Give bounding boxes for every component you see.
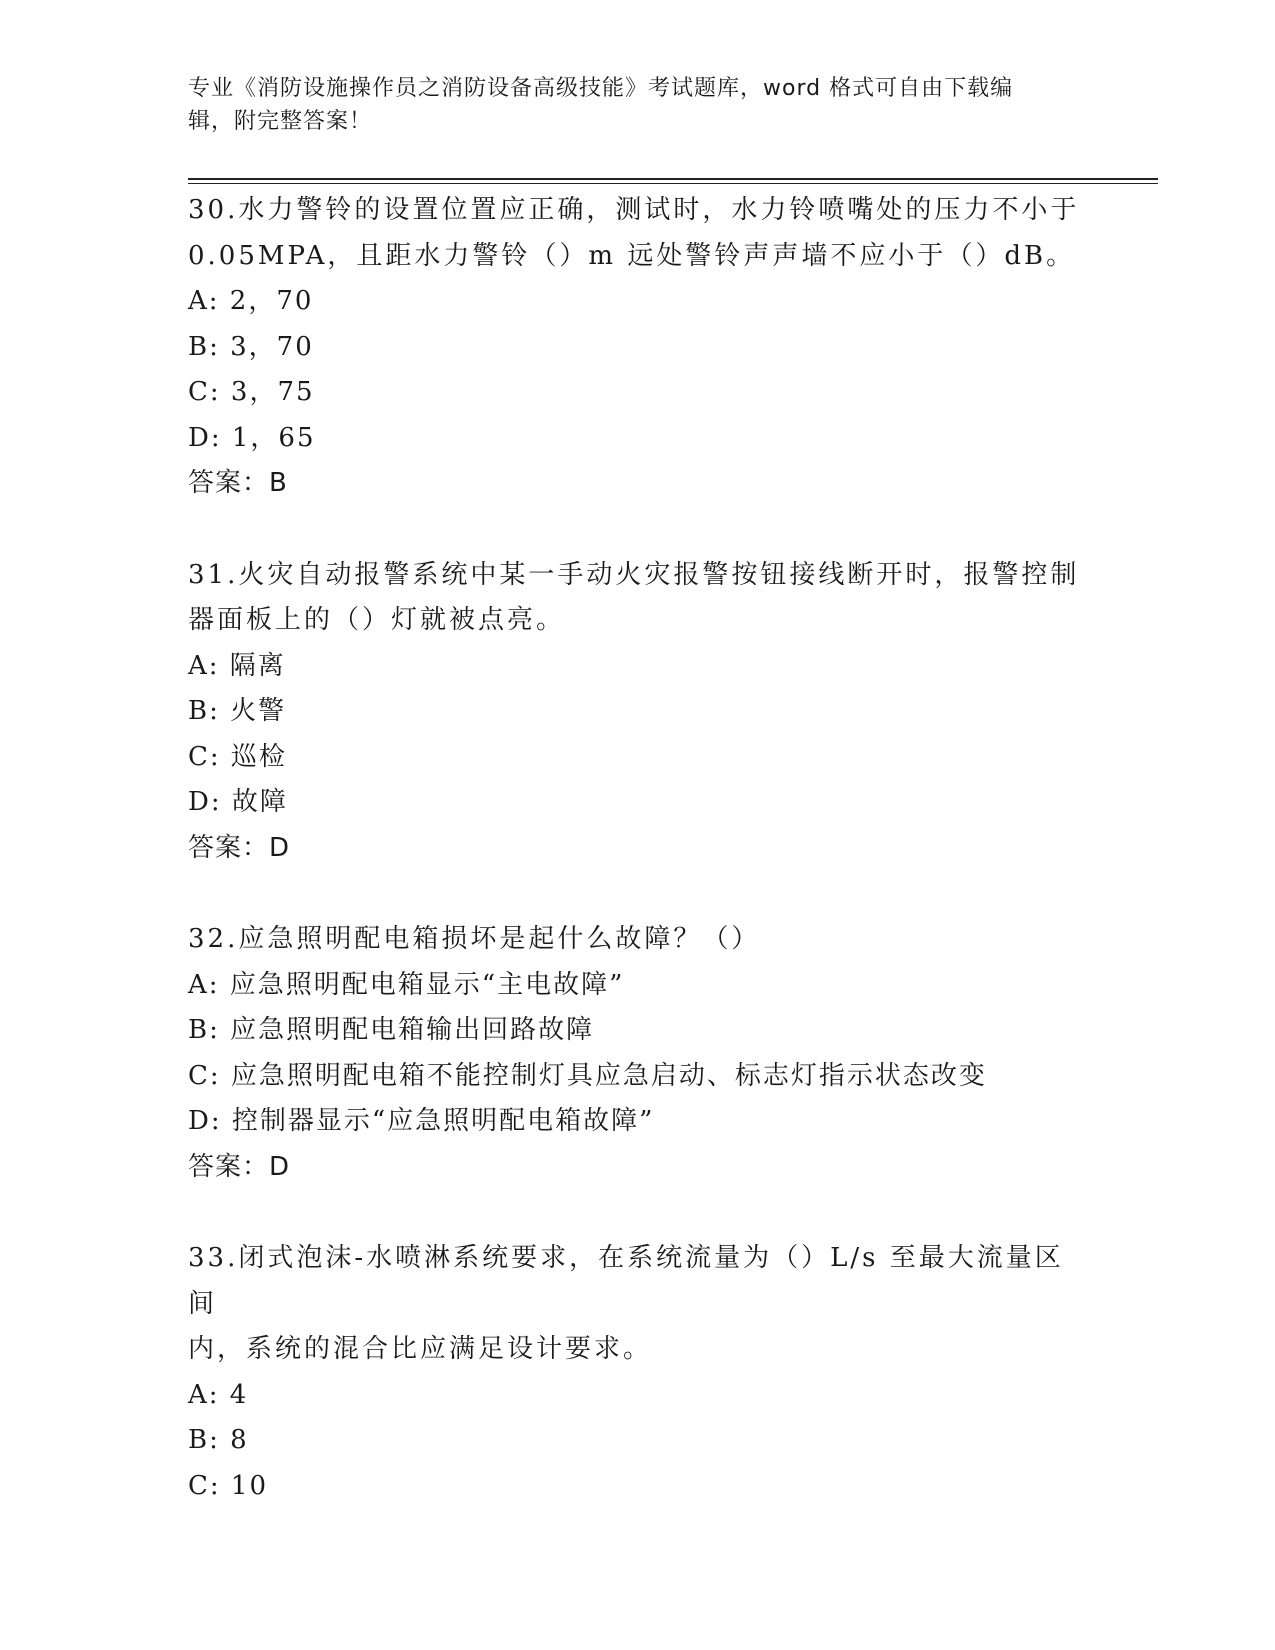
option-d: D: 故障: [188, 787, 288, 817]
header-divider-thick: [188, 178, 1158, 180]
question-stem: [188, 188, 1088, 279]
question-33: [188, 1236, 1088, 1509]
question-stem: [188, 1236, 1088, 1373]
header-divider-thin: [188, 183, 1158, 184]
stem-line: 0.05MPA，且距水力警铃（）m 远处警铃声声墙不应小于（）dB。: [188, 240, 1076, 271]
option-b: B: 3，70: [188, 331, 314, 362]
option-a: A: 4: [188, 1379, 249, 1410]
option-d: D: 1，65: [188, 422, 316, 453]
option-c: C: 巡检: [188, 741, 287, 772]
header-line-2: 辑，附完整答案！: [188, 109, 373, 134]
stem-line: 器面板上的（）灯就被点亮。: [188, 605, 566, 635]
question-32: [188, 917, 1088, 1190]
stem-line: 内，系统的混合比应满足设计要求。: [188, 1334, 653, 1364]
question-stem: [188, 553, 1088, 644]
option-a: A: 隔离: [188, 650, 286, 681]
option-c: C: 3，75: [188, 377, 315, 407]
answer: 答案：D: [188, 832, 291, 863]
question-stem: [188, 917, 1088, 963]
stem-line: 33.闭式泡沫-水喷淋系统要求，在系统流量为（）L/s 至最大流量区间: [188, 1243, 1064, 1319]
option-c: C: 10: [188, 1470, 269, 1501]
answer: 答案：B: [188, 468, 288, 498]
question-30: [188, 188, 1088, 507]
answer: 答案：D: [188, 1151, 291, 1182]
option-d: D: 控制器显示“应急照明配电箱故障”: [188, 1106, 655, 1136]
header-line-1: 专业《消防设施操作员之消防设备高级技能》考试题库，word 格式可自由下载编: [188, 76, 1014, 101]
option-b: B: 火警: [188, 696, 287, 726]
option-a: A: 2，70: [188, 286, 314, 316]
document-header: [188, 72, 1068, 138]
option-b: B: 8: [188, 1425, 249, 1455]
option-a: A: 应急照明配电箱显示“主电故障”: [188, 969, 625, 1000]
stem-line: 30.水力警铃的设置位置应正确，测试时，水力铃喷嘴处的压力不小于: [188, 195, 1080, 225]
question-list: [188, 188, 1088, 1555]
option-c: C: 应急照明配电箱不能控制灯具应急启动、标志灯指示状态改变: [188, 1060, 987, 1091]
option-b: B: 应急照明配电箱输出回路故障: [188, 1015, 595, 1045]
question-31: [188, 553, 1088, 872]
stem-line: 32.应急照明配电箱损坏是起什么故障？（）: [188, 924, 761, 954]
stem-line: 31.火灾自动报警系统中某一手动火灾报警按钮接线断开时，报警控制: [188, 559, 1080, 590]
